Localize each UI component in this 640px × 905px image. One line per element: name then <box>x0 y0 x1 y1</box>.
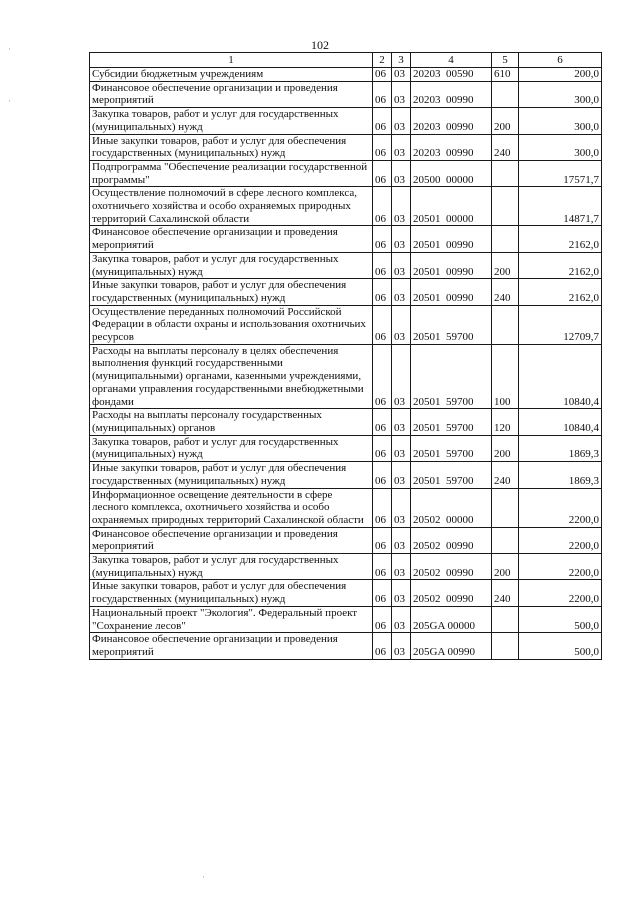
item-name-cell: Осуществление переданных полномочий Российской Федерации в области охраны и использования охотничьих ресурсов <box>90 305 373 344</box>
subsection-cell: 03 <box>392 68 411 82</box>
expense-type-cell <box>492 527 519 553</box>
subsection-cell: 03 <box>392 252 411 278</box>
item-name-cell: Иные закупки товаров, работ и услуг для обеспечения государственных (муниципальных) нужд <box>90 580 373 606</box>
target-article-cell: 20501 00990 <box>411 279 492 305</box>
subsection-cell: 03 <box>392 187 411 226</box>
target-article-cell: 20502 00000 <box>411 488 492 527</box>
subsection-cell: 03 <box>392 606 411 632</box>
table-row <box>90 409 602 435</box>
target-article-cell: 20501 59700 <box>411 305 492 344</box>
expense-type-cell <box>492 160 519 186</box>
expense-type-cell: 100 <box>492 344 519 409</box>
section-cell: 06 <box>373 409 392 435</box>
item-name-cell: Закупка товаров, работ и услуг для государственных (муниципальных) нужд <box>90 252 373 278</box>
table-row <box>90 160 602 186</box>
scan-speck: · <box>8 96 11 106</box>
section-cell: 06 <box>373 108 392 134</box>
amount-cell: 2162,0 <box>519 226 602 252</box>
item-name-cell: Национальный проект "Экология". Федеральный проект "Сохранение лесов" <box>90 606 373 632</box>
column-header-2: 2 <box>373 53 392 68</box>
expense-type-cell <box>492 633 519 659</box>
table-row <box>90 462 602 488</box>
amount-cell: 2200,0 <box>519 554 602 580</box>
target-article-cell: 20203 00990 <box>411 134 492 160</box>
amount-cell: 10840,4 <box>519 344 602 409</box>
subsection-cell: 03 <box>392 527 411 553</box>
section-cell: 06 <box>373 527 392 553</box>
amount-cell: 2162,0 <box>519 252 602 278</box>
table-row <box>90 252 602 278</box>
section-cell: 06 <box>373 226 392 252</box>
table-row <box>90 81 602 107</box>
target-article-cell: 20501 59700 <box>411 435 492 461</box>
amount-cell: 500,0 <box>519 633 602 659</box>
section-cell: 06 <box>373 279 392 305</box>
section-cell: 06 <box>373 606 392 632</box>
table-row <box>90 344 602 409</box>
subsection-cell: 03 <box>392 409 411 435</box>
subsection-cell: 03 <box>392 633 411 659</box>
column-header-4: 4 <box>411 53 492 68</box>
section-cell: 06 <box>373 160 392 186</box>
target-article-cell: 20203 00990 <box>411 108 492 134</box>
target-article-cell: 20502 00990 <box>411 580 492 606</box>
section-cell: 06 <box>373 252 392 278</box>
section-cell: 06 <box>373 580 392 606</box>
expense-type-cell <box>492 488 519 527</box>
column-header-3: 3 <box>392 53 411 68</box>
item-name-cell: Расходы на выплаты персоналу государственных (муниципальных) органов <box>90 409 373 435</box>
target-article-cell: 20501 00990 <box>411 226 492 252</box>
table-row <box>90 108 602 134</box>
column-header-5: 5 <box>492 53 519 68</box>
table-row <box>90 580 602 606</box>
amount-cell: 17571,7 <box>519 160 602 186</box>
target-article-cell: 205GA 00000 <box>411 606 492 632</box>
target-article-cell: 20502 00990 <box>411 527 492 553</box>
table-row <box>90 527 602 553</box>
target-article-cell: 20500 00000 <box>411 160 492 186</box>
section-cell: 06 <box>373 68 392 82</box>
section-cell: 06 <box>373 344 392 409</box>
item-name-cell: Субсидии бюджетным учреждениям <box>90 68 373 82</box>
expense-type-cell <box>492 81 519 107</box>
item-name-cell: Финансовое обеспечение организации и проведения мероприятий <box>90 527 373 553</box>
subsection-cell: 03 <box>392 344 411 409</box>
item-name-cell: Расходы на выплаты персоналу в целях обеспечения выполнения функций государственными (муниципальными) органами, казенными учреждениями, органами управления государственными внебюджетными фондами <box>90 344 373 409</box>
expense-type-cell: 240 <box>492 580 519 606</box>
section-cell: 06 <box>373 462 392 488</box>
item-name-cell: Подпрограмма "Обеспечение реализации государственной программы" <box>90 160 373 186</box>
subsection-cell: 03 <box>392 305 411 344</box>
item-name-cell: Закупка товаров, работ и услуг для государственных (муниципальных) нужд <box>90 554 373 580</box>
target-article-cell: 20203 00990 <box>411 81 492 107</box>
item-name-cell: Иные закупки товаров, работ и услуг для обеспечения государственных (муниципальных) нужд <box>90 279 373 305</box>
expense-type-cell: 200 <box>492 108 519 134</box>
amount-cell: 1869,3 <box>519 435 602 461</box>
column-header-6: 6 <box>519 53 602 68</box>
table-row <box>90 279 602 305</box>
target-article-cell: 20502 00990 <box>411 554 492 580</box>
amount-cell: 300,0 <box>519 81 602 107</box>
table-row <box>90 305 602 344</box>
expense-type-cell: 120 <box>492 409 519 435</box>
subsection-cell: 03 <box>392 279 411 305</box>
subsection-cell: 03 <box>392 435 411 461</box>
table-row <box>90 435 602 461</box>
expense-type-cell <box>492 305 519 344</box>
expense-type-cell: 240 <box>492 279 519 305</box>
expense-type-cell <box>492 606 519 632</box>
amount-cell: 2200,0 <box>519 527 602 553</box>
item-name-cell: Закупка товаров, работ и услуг для государственных (муниципальных) нужд <box>90 108 373 134</box>
target-article-cell: 20501 59700 <box>411 462 492 488</box>
item-name-cell: Закупка товаров, работ и услуг для государственных (муниципальных) нужд <box>90 435 373 461</box>
target-article-cell: 205GA 00990 <box>411 633 492 659</box>
expense-type-cell: 200 <box>492 554 519 580</box>
section-cell: 06 <box>373 488 392 527</box>
table-row <box>90 633 602 659</box>
amount-cell: 200,0 <box>519 68 602 82</box>
expense-type-cell: 610 <box>492 68 519 82</box>
amount-cell: 12709,7 <box>519 305 602 344</box>
subsection-cell: 03 <box>392 462 411 488</box>
item-name-cell: Финансовое обеспечение организации и проведения мероприятий <box>90 81 373 107</box>
expense-type-cell: 200 <box>492 252 519 278</box>
section-cell: 06 <box>373 633 392 659</box>
subsection-cell: 03 <box>392 580 411 606</box>
subsection-cell: 03 <box>392 554 411 580</box>
expense-type-cell: 240 <box>492 462 519 488</box>
amount-cell: 2200,0 <box>519 580 602 606</box>
section-cell: 06 <box>373 554 392 580</box>
target-article-cell: 20501 00990 <box>411 252 492 278</box>
target-article-cell: 20501 59700 <box>411 344 492 409</box>
amount-cell: 1869,3 <box>519 462 602 488</box>
expense-type-cell: 200 <box>492 435 519 461</box>
section-cell: 06 <box>373 134 392 160</box>
table-header <box>90 53 602 68</box>
subsection-cell: 03 <box>392 81 411 107</box>
target-article-cell: 20501 00000 <box>411 187 492 226</box>
expense-type-cell <box>492 187 519 226</box>
amount-cell: 500,0 <box>519 606 602 632</box>
header-row <box>90 53 602 68</box>
amount-cell: 2162,0 <box>519 279 602 305</box>
section-cell: 06 <box>373 435 392 461</box>
amount-cell: 300,0 <box>519 134 602 160</box>
expense-type-cell <box>492 226 519 252</box>
table-row <box>90 606 602 632</box>
subsection-cell: 03 <box>392 488 411 527</box>
item-name-cell: Иные закупки товаров, работ и услуг для обеспечения государственных (муниципальных) нужд <box>90 134 373 160</box>
subsection-cell: 03 <box>392 160 411 186</box>
expense-type-cell: 240 <box>492 134 519 160</box>
table-row <box>90 68 602 82</box>
target-article-cell: 20203 00590 <box>411 68 492 82</box>
item-name-cell: Осуществление полномочий в сфере лесного комплекса, охотничьего хозяйства и особо охраняемых природных территорий Сахалинской области <box>90 187 373 226</box>
amount-cell: 10840,4 <box>519 409 602 435</box>
table-row <box>90 488 602 527</box>
amount-cell: 2200,0 <box>519 488 602 527</box>
section-cell: 06 <box>373 305 392 344</box>
subsection-cell: 03 <box>392 108 411 134</box>
amount-cell: 300,0 <box>519 108 602 134</box>
table-body <box>90 68 602 660</box>
target-article-cell: 20501 59700 <box>411 409 492 435</box>
item-name-cell: Финансовое обеспечение организации и проведения мероприятий <box>90 226 373 252</box>
scan-speck: · <box>8 44 11 54</box>
table-row <box>90 554 602 580</box>
table-row <box>90 134 602 160</box>
budget-table <box>89 52 602 660</box>
page-number: 102 <box>311 38 329 52</box>
subsection-cell: 03 <box>392 134 411 160</box>
section-cell: 06 <box>373 81 392 107</box>
table-row <box>90 187 602 226</box>
section-cell: 06 <box>373 187 392 226</box>
table-row <box>90 226 602 252</box>
item-name-cell: Финансовое обеспечение организации и проведения мероприятий <box>90 633 373 659</box>
item-name-cell: Иные закупки товаров, работ и услуг для обеспечения государственных (муниципальных) нужд <box>90 462 373 488</box>
item-name-cell: Информационное освещение деятельности в сфере лесного комплекса, охотничьего хозяйства и особо охраняемых природных территорий Сахалинской области <box>90 488 373 527</box>
column-header-1: 1 <box>90 53 373 68</box>
scan-speck: · <box>202 872 205 882</box>
amount-cell: 14871,7 <box>519 187 602 226</box>
subsection-cell: 03 <box>392 226 411 252</box>
